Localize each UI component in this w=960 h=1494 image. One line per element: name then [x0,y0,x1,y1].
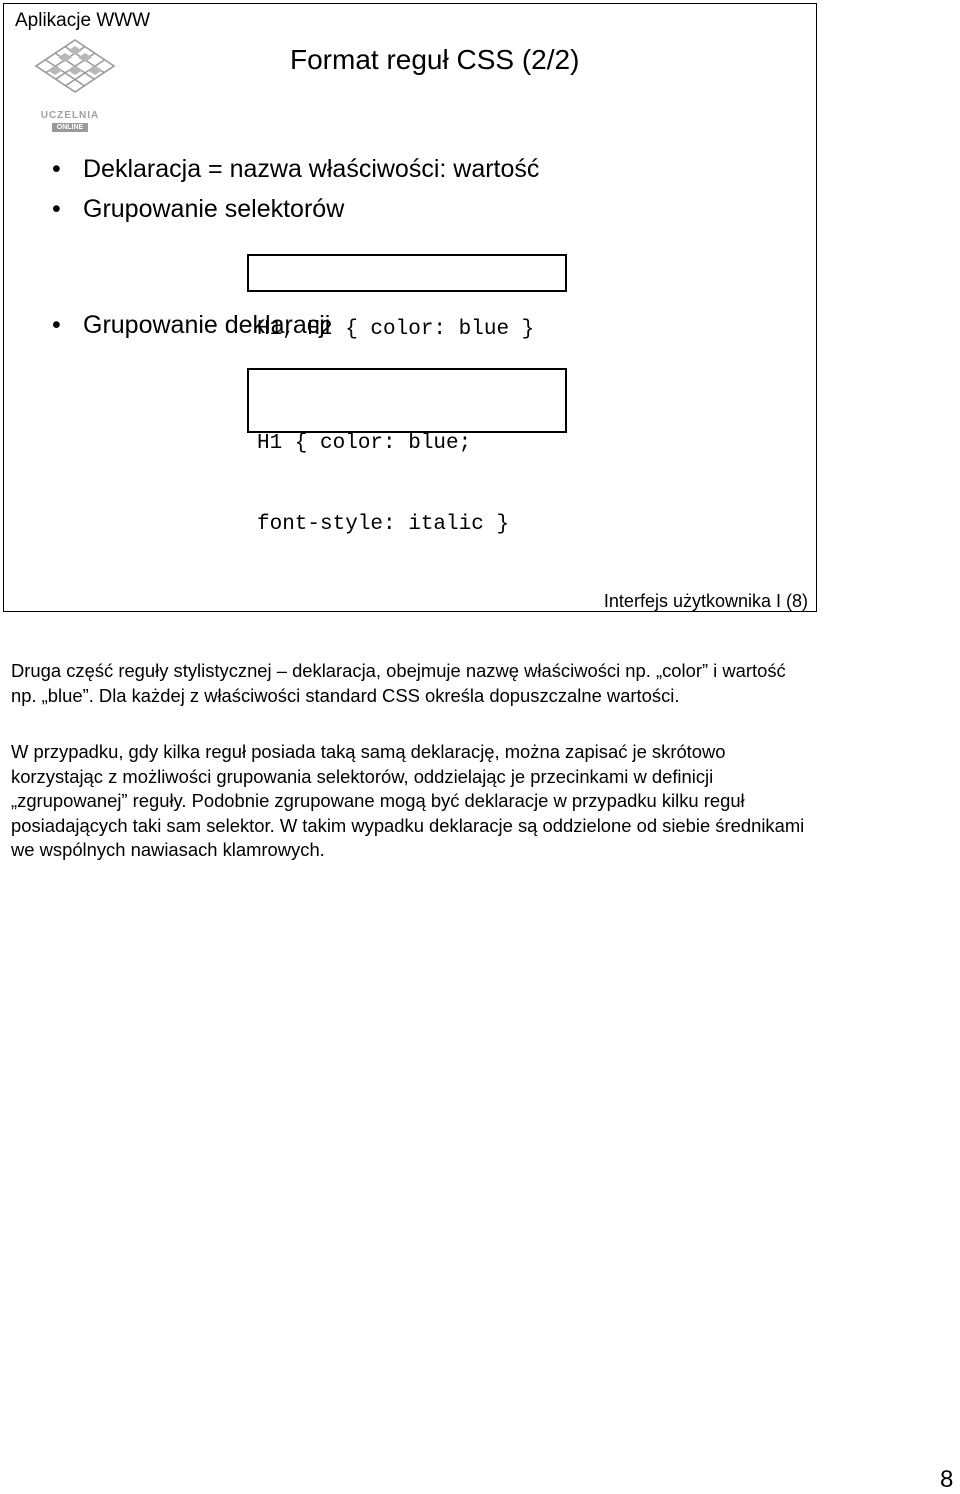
notes-paragraph: W przypadku, gdy kilka reguł posiada taką samą deklarację, można zapisać je skrótowo korzystając z możliwości grupowania selektorów, oddzielając je przecinkami w definicji „zgrupowanej” reguły. Podobnie zgrupowane mogą być deklaracje w przypadku kilku reguł posiadających taki sam selektor. W takim wypadku deklaracje są oddzielone od siebie średnikami we wspólnych nawiasach klamrowych. [11,741,805,860]
logo-text: UCZELNIA [40,110,100,121]
page-number: 8 [940,1466,954,1493]
bullet-icon: • [52,155,61,183]
bullet-text: Grupowanie selektorów [83,195,345,223]
notes-paragraph: Druga część reguły stylistycznej – deklaracja, obejmuje nazwę właściwości np. „color” i wartość np. „blue”. Dla każdej z właściwości standard CSS określa dopuszczalne wartości. [11,660,786,706]
slide-title: Format reguł CSS (2/2) [290,44,580,75]
code-box-declarations [247,368,567,536]
bullet-icon: • [52,195,61,223]
logo-grid-icon [30,34,120,114]
code-box-selectors [247,254,567,341]
course-title: Aplikacje WWW [15,10,151,31]
code-line: H1, H2 { color: blue } [257,318,535,341]
code-line: H1 { color: blue; [257,432,472,455]
logo-subtext: ONLINE [52,123,88,132]
university-logo [30,34,120,138]
slide [3,3,817,612]
bullet-text: Grupowanie deklaracji [83,311,331,339]
code-line: font-style: italic } [257,513,510,536]
bullet-icon: • [52,311,61,339]
slide-footer: Interfejs użytkownika I (8) [603,591,808,611]
bullet-text: Deklaracja = nazwa właściwości: wartość [83,155,540,183]
